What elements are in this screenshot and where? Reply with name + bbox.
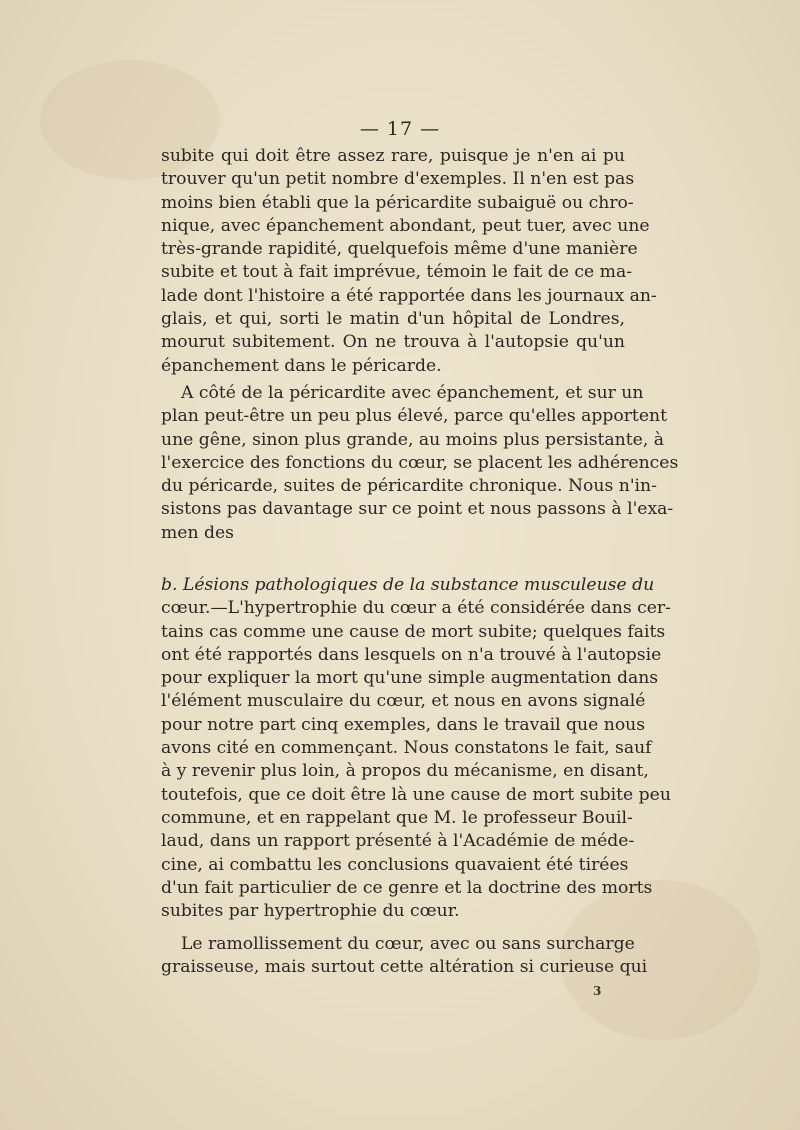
text-line: sistons pas davantage sur ce point et nous passons à l'exa- [161,499,674,520]
text-line: subites par hypertrophie du cœur. [161,901,460,922]
text-line: graisseuse, mais surtout cette altération si curieuse qui [161,957,648,978]
text-line: du péricarde, suites de péricardite chronique. Nous n'in- [161,476,657,497]
text-line: épanchement dans le péricarde. [161,355,442,376]
text-line: moins bien établi que la péricardite subaiguë ou chro- [161,192,634,213]
text-line: avons cité en commençant. Nous constatons le fait, sauf [161,738,652,759]
text-line: l'élément musculaire du cœur, et nous en avons signalé [161,691,646,712]
text-line: mourut subitement. On ne trouva à l'autopsie qu'un [161,332,625,353]
text-line: cœur.—L'hypertrophie du cœur a été considérée dans cer- [161,598,671,619]
text-line: Le ramollissement du cœur, avec ou sans surcharge [181,934,635,954]
text-line: d'un fait particulier de ce genre et la doctrine des morts [161,877,653,898]
paragraph-1 [161,145,657,378]
text-line: plan peut-être un peu plus élevé, parce qu'elles apportent [161,406,667,427]
text-line: pour expliquer la mort qu'une simple augmentation dans [161,668,659,689]
text-line: tains cas comme une cause de mort subite; quelques faits [161,621,666,642]
text-line: nique, avec épanchement abondant, peut tuer, avec une [161,215,650,236]
text-line: cine, ai combattu les conclusions quavaient été tirées [161,854,629,875]
paragraph-2 [161,382,679,545]
text-line: subite qui doit être assez rare, puisque je n'en ai pu [161,146,625,166]
text-line: toutefois, que ce doit être là une cause de mort subite peu [161,784,671,805]
text-line: une gêne, sinon plus grande, au moins plus persistante, à [161,429,665,450]
text-line: men des [161,522,234,543]
text-line: subite et tout à fait imprévue, témoin le fait de ce ma- [161,262,633,283]
paragraph-3 [161,574,671,923]
text-line: A côté de la péricardite avec épanchement, et sur un [181,383,644,403]
text-line: très-grande rapidité, quelquefois même d'une manière [161,239,638,260]
text-line: trouver qu'un petit nombre d'exemples. Il n'en est pas [161,169,635,190]
text-line: à y revenir plus loin, à propos du mécanisme, en disant, [161,761,649,782]
signature-mark: 3 [593,984,602,998]
paragraph-4 [161,933,648,980]
page-number: — 17 — [359,118,441,140]
text-line: commune, et en rappelant que M. le professeur Bouil- [161,807,633,828]
section-heading-line: b. Lésions pathologiques de la substance musculeuse du [161,575,655,595]
text-line: lade dont l'histoire a été rapportée dans les journaux an- [161,285,657,306]
text-line: ont été rapportés dans lesquels on n'a trouvé à l'autopsie [161,644,662,665]
text-line: laud, dans un rapport présenté à l'Académie de méde- [161,831,635,852]
text-line: l'exercice des fonctions du cœur, se placent les adhérences [161,452,679,473]
text-line: pour notre part cinq exemples, dans le travail que nous [161,714,646,735]
text-line: glais, et qui, sorti le matin d'un hôpital de Londres, [161,309,625,330]
